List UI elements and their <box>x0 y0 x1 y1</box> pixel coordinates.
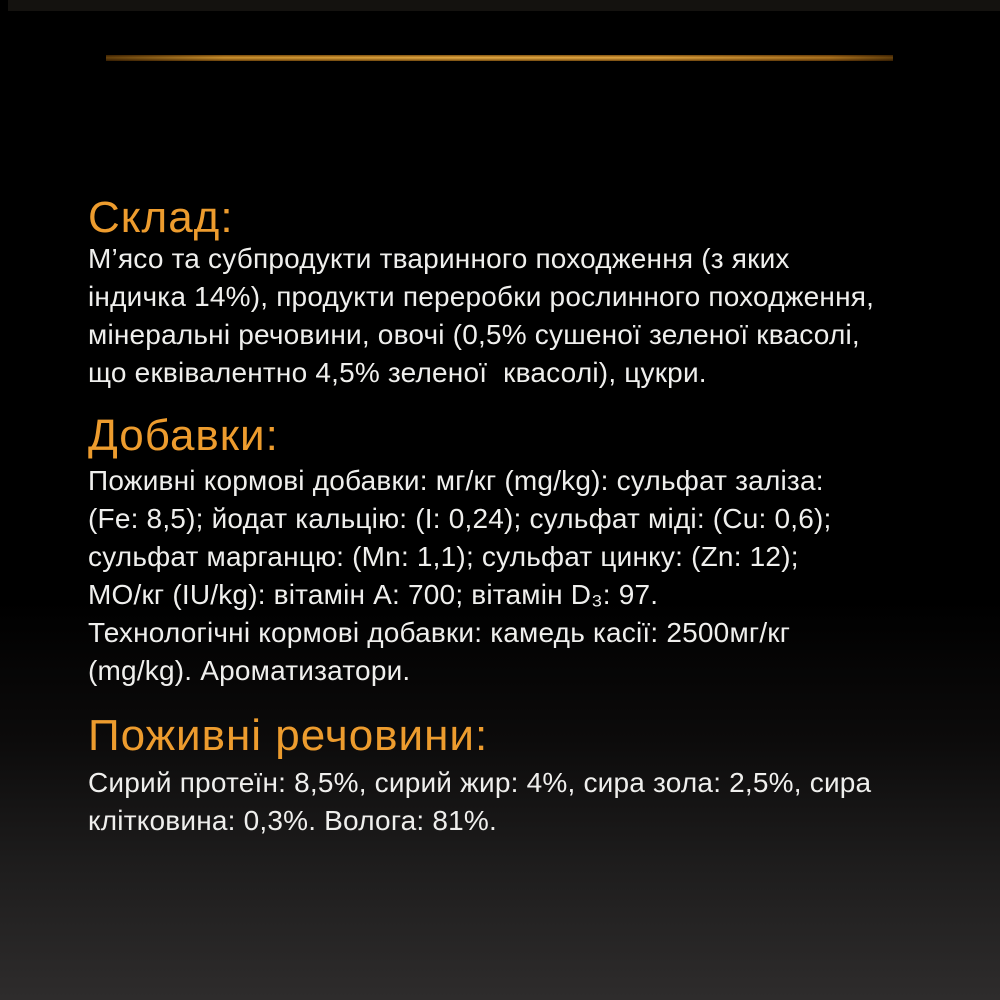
section-body-nutrients <box>88 764 871 840</box>
text-line: сульфат марганцю: (Mn: 1,1); сульфат цинку: (Zn: 12); <box>88 541 799 572</box>
text-line: індичка 14%), продукти переробки рослинного походження, <box>88 281 875 312</box>
text-line: клітковина: 0,3%. Волога: 81%. <box>88 805 497 836</box>
section-heading-composition: Склад: <box>88 193 234 242</box>
gold-divider-bar <box>106 55 893 61</box>
text-line: Технологічні кормові добавки: камедь касії: 2500мг/кг <box>88 617 791 648</box>
section-body-additives <box>88 462 831 690</box>
text-line: Сирий протеїн: 8,5%, сирий жир: 4%, сира зола: 2,5%, сира <box>88 767 872 798</box>
section-body-composition <box>88 240 874 392</box>
text-line: МО/кг (IU/kg): вітамін A: 700; вітамін D₃: 97. <box>88 579 659 610</box>
section-heading-nutrients: Поживні речовини: <box>88 711 489 760</box>
text-line: Поживні кормові добавки: мг/кг (mg/kg): сульфат заліза: <box>88 465 824 496</box>
text-line: що еквівалентно 4,5% зеленої квасолі), цукри. <box>88 357 707 388</box>
text-line: М’ясо та субпродукти тваринного походження (з яких <box>88 243 790 274</box>
section-heading-additives: Добавки: <box>88 411 279 460</box>
top-photo-edge-strip <box>8 0 1000 11</box>
text-line: (mg/kg). Ароматизатори. <box>88 655 411 686</box>
text-line: (Fe: 8,5); йодат кальцію: (I: 0,24); сульфат міді: (Cu: 0,6); <box>88 503 832 534</box>
text-line: мінеральні речовини, овочі (0,5% сушеної зеленої квасолі, <box>88 319 860 350</box>
